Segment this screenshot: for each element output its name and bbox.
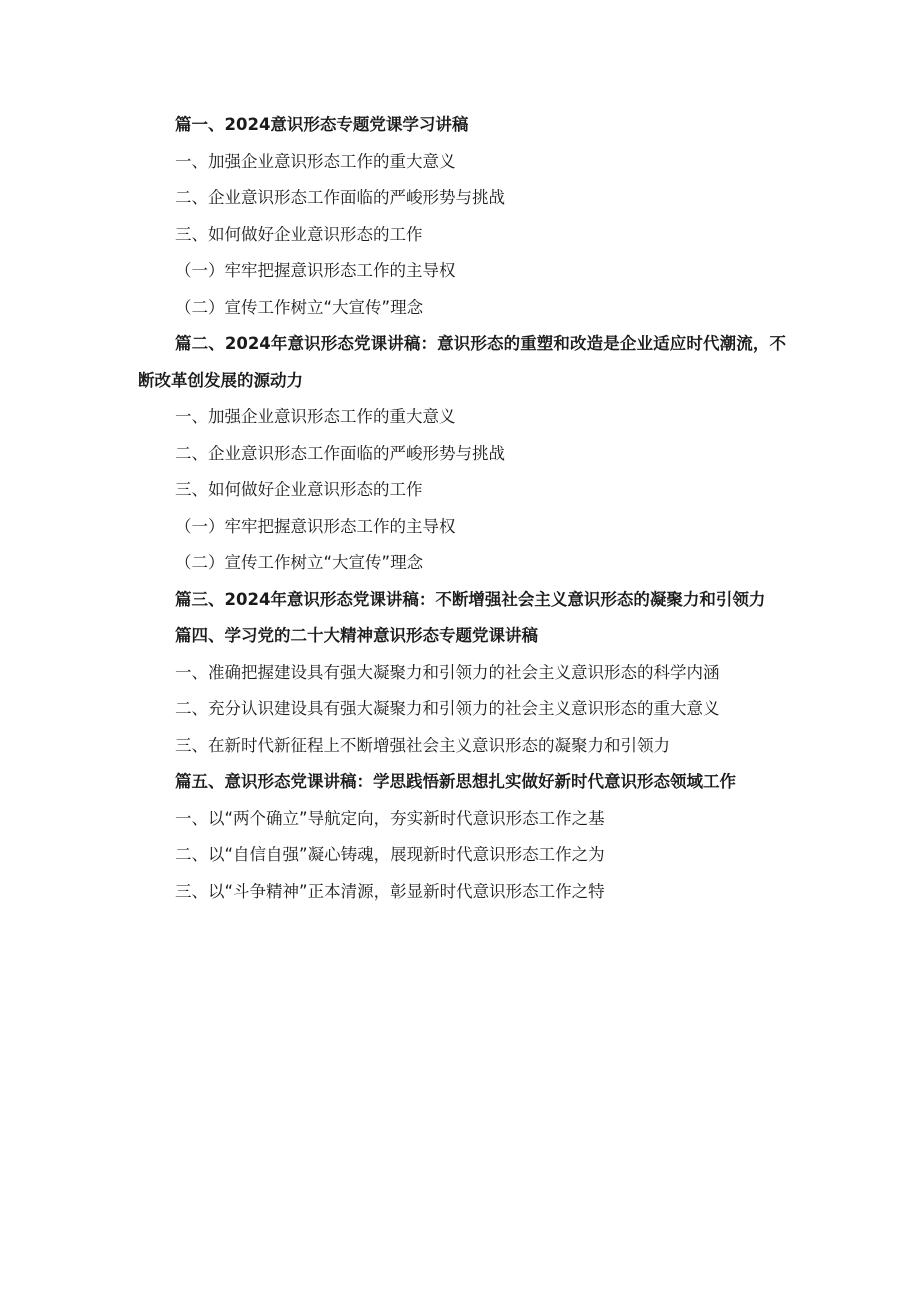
section-5-item-1: 一、以“两个确立”导航定向，夯实新时代意识形态工作之基 [175, 808, 605, 828]
section-2-title: 篇二、2024年意识形态党课讲稿：意识形态的重塑和改造是企业适应时代潮流，不断改革创发展的源动力 [138, 334, 786, 390]
section-4-item-3: 三、在新时代新征程上不断增强社会主义意识形态的凝聚力和引领力 [175, 735, 670, 755]
section-5-item-3: 三、以“斗争精神”正本清源，彰显新时代意识形态工作之特 [175, 881, 605, 901]
section-1-item-4: （一）牢牢把握意识形态工作的主导权 [175, 261, 456, 280]
section-1-item-5: （二）宣传工作树立“大宣传”理念 [175, 297, 424, 317]
section-4-item-2: 二、充分认识建设具有强大凝聚力和引领力的社会主义意识形态的重大意义 [175, 699, 720, 718]
section-2-item-4: （一）牢牢把握意识形态工作的主导权 [175, 516, 456, 536]
section-2-item-5: （二）宣传工作树立“大宣传”理念 [175, 553, 424, 572]
section-3-title: 篇三、2024年意识形态党课讲稿：不断增强社会主义意识形态的凝聚力和引领力 [175, 589, 766, 609]
section-4-title: 篇四、学习党的二十大精神意识形态专题党课讲稿 [175, 626, 538, 645]
section-1-item-3: 三、如何做好企业意识形态的工作 [175, 224, 423, 244]
section-2-item-1: 一、加强企业意识形态工作的重大意义 [175, 407, 456, 426]
section-1-item-2: 二、企业意识形态工作面临的严峻形势与挑战 [175, 188, 505, 207]
section-2-item-3: 三、如何做好企业意识形态的工作 [175, 480, 423, 499]
section-2-item-2: 二、企业意识形态工作面临的严峻形势与挑战 [175, 443, 505, 463]
section-1-title: 篇一、2024意识形态专题党课学习讲稿 [175, 115, 469, 134]
section-1-item-1: 一、加强企业意识形态工作的重大意义 [175, 151, 456, 171]
section-5-item-2: 二、以“自信自强”凝心铸魂，展现新时代意识形态工作之为 [175, 845, 605, 864]
section-5-title: 篇五、意识形态党课讲稿：学思践悟新思想扎实做好新时代意识形态领域工作 [175, 772, 736, 791]
section-4-item-1: 一、准确把握建设具有强大凝聚力和引领力的社会主义意识形态的科学内涵 [175, 662, 720, 682]
document-page [138, 107, 786, 910]
